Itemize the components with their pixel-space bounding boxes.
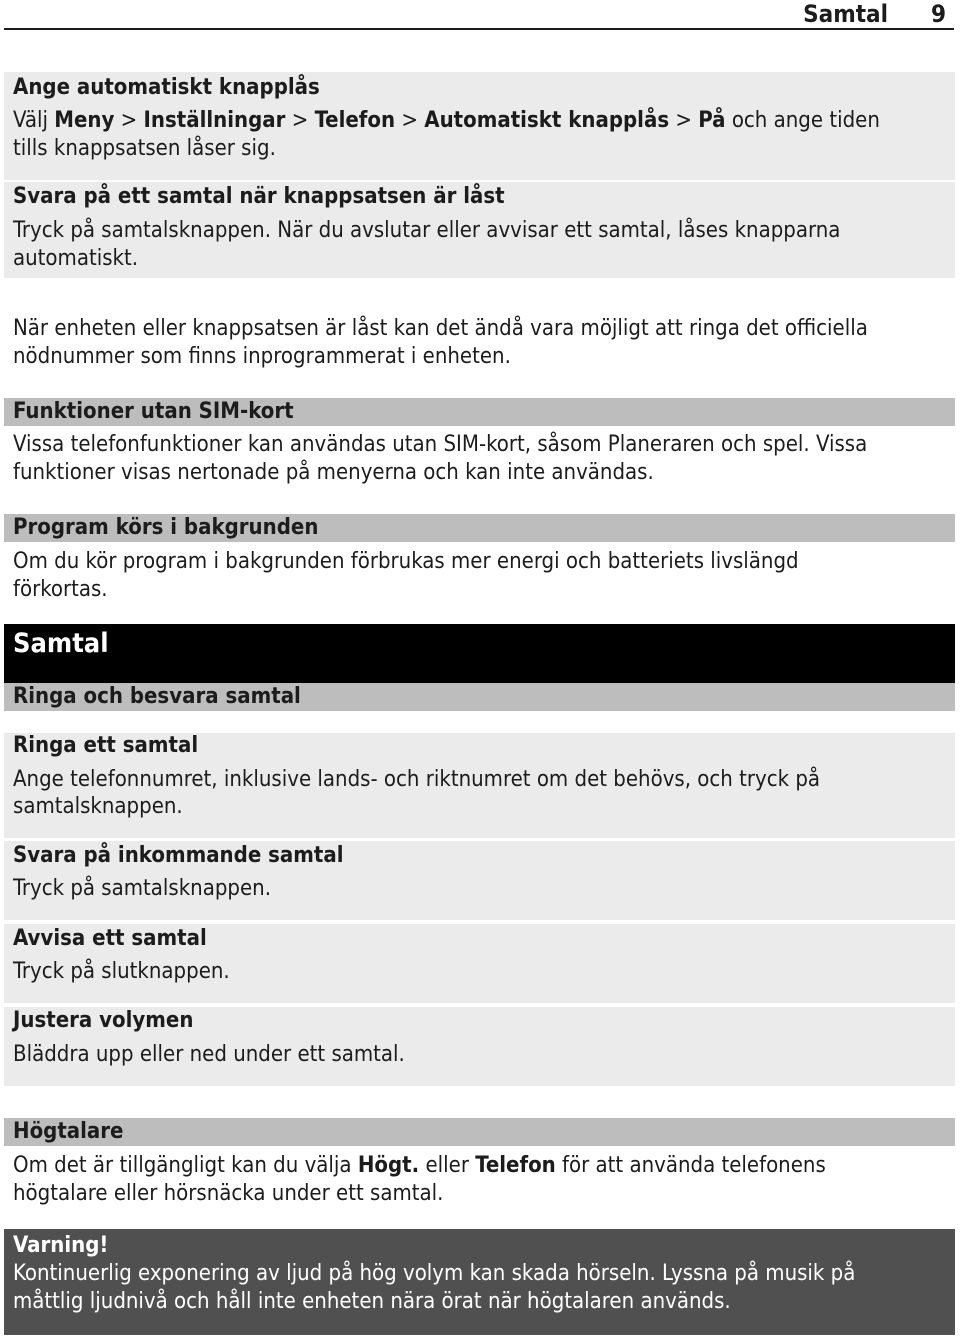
menu-path-meny: Meny [54,108,115,133]
make-call-title: Ringa ett samtal [13,733,199,758]
keylock-box [4,72,955,278]
speaker-heading-bar [4,1118,955,1146]
warning-line1: Kontinuerlig exponering av ljud på hög volym kan skada hörseln. Lyssna på musik på [13,1261,856,1286]
answer-call-line1: Tryck på samtalsknappen. [13,876,272,901]
header-rule [4,28,954,30]
menu-path-phone: Telefon [314,108,396,133]
answer-locked-title: Svara på ett samtal när knappsatsen är låst [13,184,505,209]
option-phone: Telefon [475,1153,556,1178]
volume-title: Justera volymen [13,1008,194,1033]
emergency-line2: nödnummer som finns inprogrammerat i enheten. [13,344,511,369]
keylock-suffix: och ange tiden [725,108,880,133]
make-call-line1: Ange telefonnumret, inklusive lands- och riktnumret om det behövs, och tryck på [13,767,821,792]
warning-title: Varning! [13,1233,109,1258]
speaker-mid: eller [419,1153,476,1178]
no-sim-line1: Vissa telefonfunktioner kan användas utan SIM-kort, såsom Planeraren och spel. Vissa [13,432,868,457]
speaker-suffix: för att använda telefonens [555,1153,826,1178]
path-separator: > [395,108,425,133]
page-number: 9 [930,0,946,28]
keylock-prefix: Välj [13,108,48,133]
answer-locked-line2: automatiskt. [13,246,139,271]
reject-call-title: Avvisa ett samtal [13,926,207,951]
speaker-line1 [13,1152,826,1180]
no-sim-title: Funktioner utan SIM-kort [13,399,294,424]
no-sim-line2: funktioner visas nertonade på menyerna och kan inte användas. [13,460,654,485]
answer-call-title: Svara på inkommande samtal [13,843,344,868]
menu-path-autolock: Automatiskt knapplås [424,108,670,133]
answer-locked-line1: Tryck på samtalsknappen. När du avslutar eller avvisar ett samtal, låses knapparna [13,218,841,243]
background-apps-line2: förkortas. [13,577,108,602]
running-title: Samtal [803,0,888,28]
make-call-line2: samtalsknappen. [13,794,183,819]
keylock-line1 [13,107,880,135]
page-header [0,0,960,32]
speaker-title: Högtalare [13,1119,124,1144]
reject-call-line1: Tryck på slutknappen. [13,959,230,984]
background-apps-title: Program körs i bakgrunden [13,515,319,540]
speaker-prefix: Om det är tillgängligt kan du välja [13,1153,358,1178]
keylock-title: Ange automatiskt knapplås [13,75,320,100]
warning-line2: måttlig ljudnivå och håll inte enheten nära örat när högtalaren används. [13,1289,731,1314]
menu-path-settings: Inställningar [143,108,286,133]
menu-path-on: På [698,108,726,133]
section-bar [4,624,955,684]
option-loud: Högt. [357,1153,420,1178]
emergency-line1: När enheten eller knappsatsen är låst kan det ändå vara möjligt att ringa det officiella [13,316,868,341]
speaker-line2: högtalare eller hörsnäcka under ett samtal. [13,1181,444,1206]
section-title: Samtal [13,628,109,659]
box-divider [4,180,955,182]
volume-line1: Bläddra upp eller ned under ett samtal. [13,1042,405,1067]
calls-subtitle: Ringa och besvara samtal [13,684,301,709]
path-separator: > [669,108,699,133]
path-separator: > [114,108,144,133]
background-apps-line1: Om du kör program i bakgrunden förbrukas mer energi och batteriets livslängd [13,549,799,574]
keylock-line2: tills knappsatsen låser sig. [13,136,276,161]
path-separator: > [285,108,315,133]
